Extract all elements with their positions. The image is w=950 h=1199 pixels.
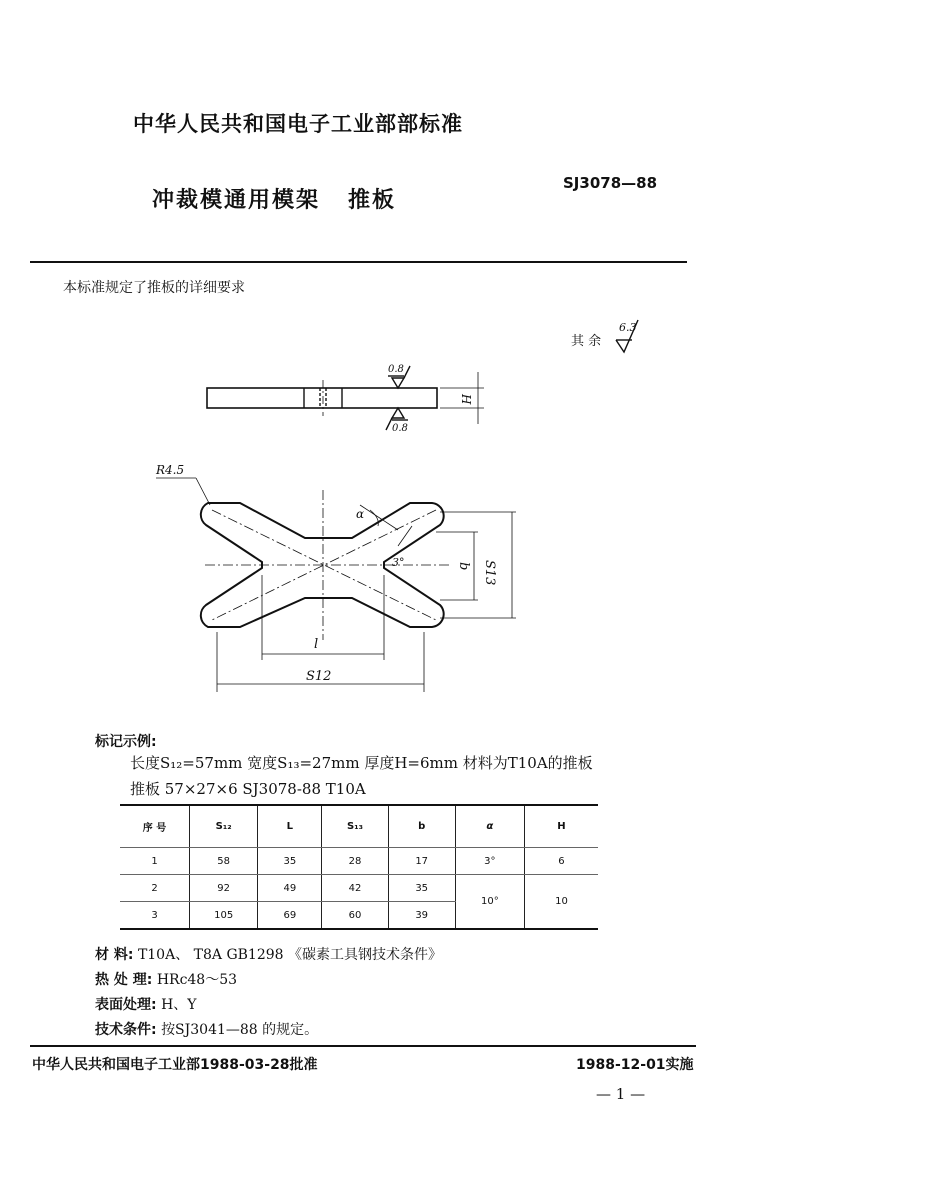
table-cell: 10° bbox=[455, 875, 524, 930]
spec-surface-treatment bbox=[95, 994, 197, 1014]
table-row bbox=[120, 875, 598, 902]
spec-heat-treatment bbox=[95, 969, 237, 989]
table-cell: 42 bbox=[322, 875, 388, 902]
dim-h-label: H bbox=[459, 394, 473, 405]
dim-s12-label: S12 bbox=[306, 669, 332, 684]
finish-top-value: 0.8 bbox=[388, 364, 404, 375]
standard-organization: 中华人民共和国电子工业部部标准 bbox=[133, 112, 463, 136]
table-cell: 1 bbox=[120, 848, 190, 875]
side-view-plate bbox=[207, 388, 437, 408]
dim-s13-label: S13 bbox=[482, 560, 497, 586]
marking-example-title: 标记示例: bbox=[95, 734, 157, 750]
spec-material bbox=[95, 944, 442, 964]
radius-label: R4.5 bbox=[156, 463, 185, 477]
intro-text: 本标准规定了推板的详细要求 bbox=[63, 280, 245, 296]
dim-l-label: l bbox=[314, 637, 319, 652]
col-header-s12: S₁₂ bbox=[190, 805, 258, 848]
table-cell: 10 bbox=[524, 875, 598, 930]
spec-label: 热 处 理: bbox=[95, 972, 153, 988]
col-header-l: L bbox=[258, 805, 322, 848]
dimension-table bbox=[120, 804, 598, 930]
roughness-symbol-icon bbox=[616, 320, 638, 352]
table-cell: 49 bbox=[258, 875, 322, 902]
spec-value: 按SJ3041—88 的规定。 bbox=[161, 1022, 319, 1038]
col-header-alpha: α bbox=[455, 805, 524, 848]
col-header-index: 序 号 bbox=[120, 805, 190, 848]
spec-value: HRc48～53 bbox=[156, 972, 238, 988]
col-header-h: H bbox=[524, 805, 598, 848]
spec-value: H、Y bbox=[161, 997, 197, 1013]
spec-technical-conditions bbox=[95, 1019, 318, 1039]
col-header-s13: S₁₃ bbox=[322, 805, 388, 848]
table-cell: 3° bbox=[455, 848, 524, 875]
spec-label: 技术条件: bbox=[95, 1022, 157, 1038]
table-cell: 58 bbox=[190, 848, 258, 875]
footer-rule bbox=[30, 1045, 696, 1047]
table-cell: 35 bbox=[388, 875, 455, 902]
marking-example-line-1: 长度S₁₂=57mm 宽度S₁₃=27mm 厚度H=6mm 材料为T10A的推板 bbox=[130, 754, 593, 772]
table-cell: 39 bbox=[388, 902, 455, 930]
table-cell: 69 bbox=[258, 902, 322, 930]
table-cell: 28 bbox=[322, 848, 388, 875]
table-cell: 6 bbox=[524, 848, 598, 875]
table-cell: 92 bbox=[190, 875, 258, 902]
finish-bottom-value: 0.8 bbox=[392, 423, 408, 434]
table-cell: 3 bbox=[120, 902, 190, 930]
spec-label: 表面处理: bbox=[95, 997, 157, 1013]
table-cell: 60 bbox=[322, 902, 388, 930]
effective-date: 1988-12-01实施 bbox=[576, 1057, 694, 1073]
spec-value: T10A、 T8A GB1298 《碳素工具钢技术条件》 bbox=[137, 947, 443, 963]
table-cell: 105 bbox=[190, 902, 258, 930]
table-row bbox=[120, 848, 598, 875]
marking-example-line-2: 推板 57×27×6 SJ3078-88 T10A bbox=[130, 780, 366, 798]
approval-date: 中华人民共和国电子工业部1988-03-28批准 bbox=[32, 1057, 318, 1073]
angle-alpha-label: α bbox=[356, 507, 365, 521]
angle-3deg-label: 3° bbox=[392, 556, 405, 569]
table-cell: 2 bbox=[120, 875, 190, 902]
table-cell: 35 bbox=[258, 848, 322, 875]
title-main: 冲裁模通用模架 bbox=[152, 188, 321, 213]
roughness-label: 其 余 bbox=[571, 334, 602, 349]
roughness-value: 6.3 bbox=[619, 321, 637, 334]
title-sub: 推板 bbox=[348, 188, 397, 213]
standard-number: SJ3078—88 bbox=[563, 174, 658, 192]
page-number: — 1 — bbox=[596, 1085, 646, 1103]
spec-label: 材 料: bbox=[95, 947, 134, 963]
dim-b-label: b bbox=[456, 562, 471, 571]
col-header-b: b bbox=[388, 805, 455, 848]
table-cell: 17 bbox=[388, 848, 455, 875]
table-header-row bbox=[120, 805, 598, 848]
